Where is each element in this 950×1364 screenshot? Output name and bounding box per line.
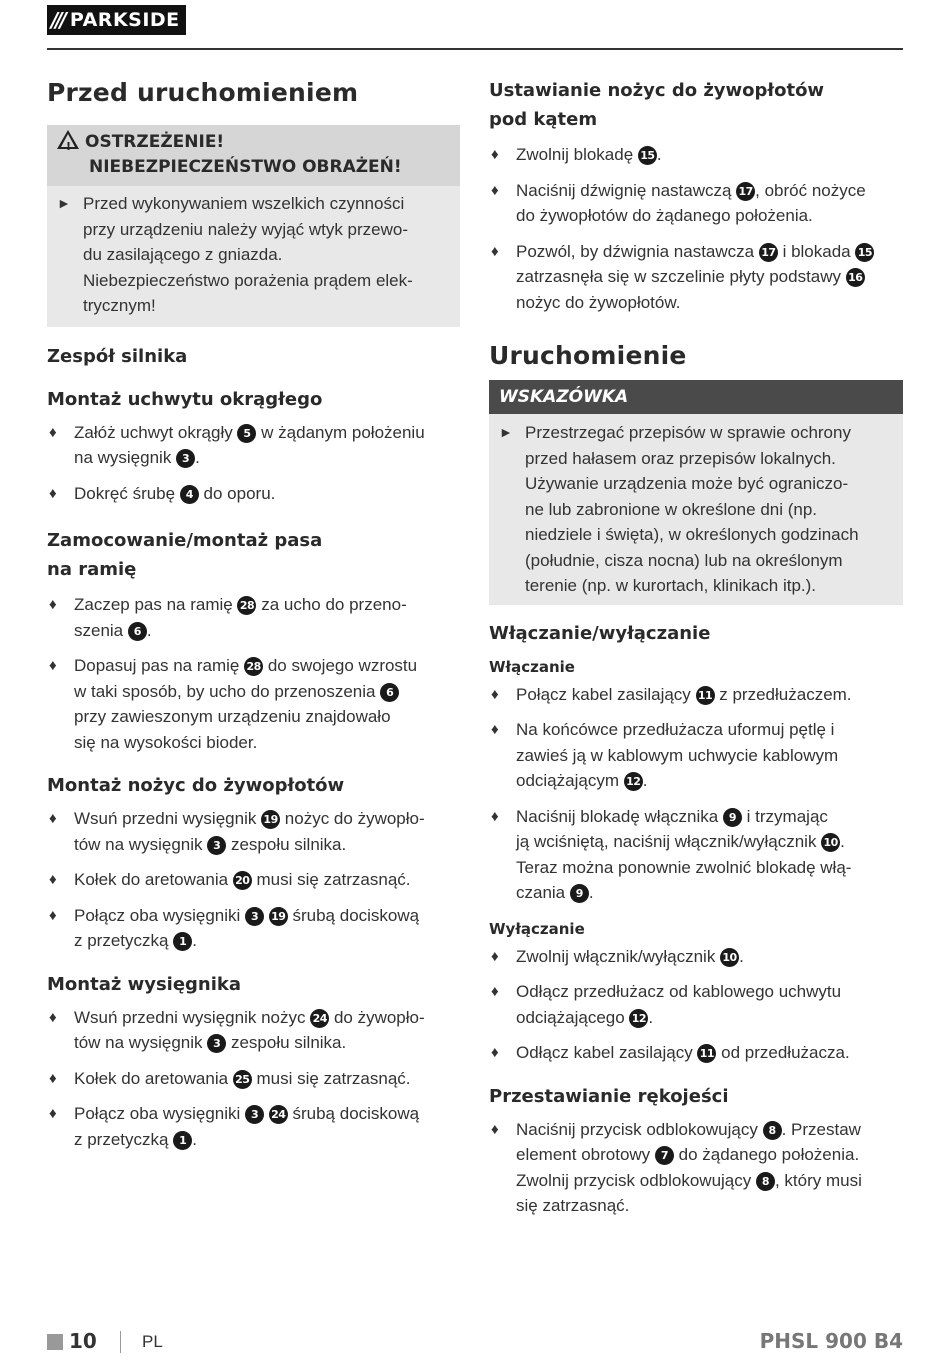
text: w taki sposób, by ucho do przenoszenia [74,681,381,701]
part-number: 1 [173,932,192,951]
part-number: 3 [176,449,195,468]
part-number: 8 [756,1172,775,1191]
text: się zatrzasnąć. [516,1196,630,1215]
right-column [489,76,903,1219]
text: nożyc do żywopło- [280,809,425,828]
section-title-start-up: Uruchomienie [489,341,687,370]
text: Teraz można ponownie zwolnić blokadę włą- [516,857,852,877]
text: . [840,832,845,851]
part-number: 3 [207,1034,226,1053]
warning-head [47,125,460,186]
text: Połącz oba wysięgniki [74,905,246,925]
bullet-icon: ♦ [491,242,499,260]
part-number: 3 [207,836,226,855]
page-header [47,5,903,50]
note-line: Używanie urządzenia może być ograniczo- [525,474,849,493]
list-item [47,867,460,893]
text: . [192,931,197,950]
logo-brand: PARKSIDE [69,9,180,31]
text: Kołek do aretowania [74,1068,233,1088]
list-item [489,239,903,316]
text: z przetyczką [74,1129,174,1149]
part-number: 28 [237,596,256,615]
note-line: Przestrzegać przepisów w sprawie ochrony [525,423,851,442]
part-number: 19 [269,907,288,926]
part-number: 15 [638,146,657,165]
text: tów na wysięgnik [74,834,208,854]
text: z przedłużaczem. [714,684,852,704]
text: element obrotowy [516,1145,655,1164]
text: do swojego wzrostu [263,656,418,675]
subheading-round-handle: Montaż uchwytu okrągłego [47,388,323,410]
note-line: ne lub zabronione w określone dni (np. [525,499,818,519]
warning-line: trycznym! [83,296,156,315]
text: Zwolnij blokadę [516,145,638,164]
list-item [489,717,903,794]
part-number: 10 [720,948,739,967]
text: na wysięgnik [74,448,177,467]
text: Zwolnij włącznik/wyłącznik [516,946,721,966]
subheading-line: na ramię [47,559,137,580]
warning-title-line1: OSTRZEŻENIE! [85,132,225,152]
note-text [499,420,891,599]
text: odciążającym [516,771,624,790]
text: i trzymając [741,806,828,826]
list-item [489,1040,903,1066]
note-line: (południe, cisza nocna) lub na określonym [525,550,843,570]
text: i blokada [777,241,856,261]
text: Załóż uchwyt okrągły [74,422,238,442]
text: do oporu. [198,483,276,503]
part-number: 8 [763,1121,782,1140]
subheading-line: Ustawianie nożyc do żywopłotów [489,80,825,101]
part-number: 7 [655,1146,674,1165]
list-item [47,592,460,643]
text: zespołu silnika. [226,834,347,854]
text: Wsuń przedni wysięgnik [74,809,262,828]
text: tów na wysięgnik [74,1033,208,1052]
text: do żywopło- [329,1007,425,1027]
text: do żądanego położenia. [673,1145,860,1164]
warning-line: przy urządzeniu należy wyjąć wtyk przewo- [83,219,409,239]
subheading-shoulder-strap [47,526,460,584]
bullet-icon: ♦ [491,1044,499,1061]
text: . [588,883,594,902]
subheading-angle [489,76,903,134]
part-number: 12 [629,1009,648,1028]
note-line: przed hałasem oraz przepisów lokalnych. [525,448,836,468]
bullet-icon: ♦ [49,423,57,441]
part-number: 24 [269,1105,288,1124]
note-head: WSKAZÓWKA [489,380,903,414]
text: nożyc do żywopłotów. [516,292,681,312]
arrow-icon: ► [57,195,71,211]
part-number: 6 [380,683,399,702]
text: musi się zatrzasnąć. [251,1068,411,1088]
bullet-icon: ♦ [491,146,499,163]
footer-square-icon [47,1334,63,1350]
text: Połącz oba wysięgniki [74,1104,246,1123]
list-item [489,682,903,708]
angle-steps [489,142,903,315]
text: Na końcówce przedłużacza uformuj pętlę i [516,720,835,739]
switching-off-steps [489,944,903,1066]
subheading-line: pod kątem [489,109,598,130]
bullet-icon: ♦ [491,807,499,825]
bullet-icon: ♦ [491,721,499,738]
warning-box [47,125,460,327]
warning-body [47,186,460,327]
text: Naciśnij dźwignię nastawczą [516,180,737,200]
text: , obróć nożyce [755,180,866,200]
logo-slashes: /// [51,8,64,32]
text: szenia [74,620,128,640]
subheading-boom: Montaż wysięgnika [47,973,242,995]
warning-line: Przed wykonywaniem wszelkich czynności [83,194,405,213]
bullet-icon: ♦ [491,685,499,703]
part-number: 16 [846,268,865,287]
text: . [192,1129,197,1149]
subheading-hedge-trimmer: Montaż nożyc do żywopłotów [47,775,345,796]
bullet-icon: ♦ [49,596,57,613]
part-number: 28 [244,657,263,676]
part-number: 24 [310,1009,329,1028]
round-handle-steps [47,420,460,507]
note-line: niedziele i święta), w określonych godzinach [525,525,859,544]
note-body [489,414,903,605]
warning-text [57,191,446,319]
part-number: 1 [173,1131,192,1150]
bullet-icon: ♦ [49,1069,57,1087]
text: . [656,145,662,164]
part-number: 11 [697,1044,716,1063]
subheading-switching-on: Włączanie [489,657,575,676]
text: . [739,946,744,966]
language-code: PL [142,1332,163,1351]
text: Połącz kabel zasilający [516,684,696,704]
bullet-icon: ♦ [49,1105,57,1122]
list-item [47,806,460,857]
text: ją wciśniętą, naciśnij włącznik/wyłącznik [516,832,822,851]
bullet-icon: ♦ [491,181,499,199]
bullet-icon: ♦ [49,657,57,674]
handle-steps [489,1117,903,1219]
subheading-line: Zamocowanie/montaż pasa [47,530,323,551]
list-item [47,481,460,507]
text: w żądanym położeniu [256,422,425,442]
part-number: 3 [245,907,264,926]
bullet-icon: ♦ [49,871,57,888]
text: . [642,771,648,790]
shoulder-strap-steps [47,592,460,755]
warning-line: du zasilającego z gniazda. [83,245,283,264]
text: śrubą dociskową [287,1104,420,1123]
text: zespołu silnika. [226,1033,347,1052]
part-number: 10 [821,833,840,852]
text: od przedłużacza. [716,1043,850,1062]
bullet-icon: ♦ [49,484,57,502]
part-number: 25 [233,1070,252,1089]
part-number: 9 [723,808,742,827]
text: Dopasuj pas na ramię [74,656,245,675]
subheading-motor-unit: Zespół silnika [47,345,188,367]
model-number: PHSL 900 B4 [759,1329,903,1353]
text: z przetyczką [74,931,174,950]
note-box [489,380,903,605]
text: Wsuń przedni wysięgnik nożyc [74,1007,311,1027]
text: . [146,620,152,640]
bullet-icon: ♦ [49,906,57,924]
note-line: terenie (np. w kurortach, klinikach itp.). [525,576,817,595]
bullet-icon: ♦ [49,810,57,827]
text: . Przestaw [781,1119,861,1139]
part-number: 4 [180,485,199,504]
bullet-icon: ♦ [491,1120,499,1138]
text: . [648,1007,654,1027]
footer-divider [120,1331,121,1353]
text: przy zawieszonym urządzeniu znajdowało [74,707,391,726]
text: się na wysokości bioder. [74,732,258,752]
part-number: 11 [696,686,715,705]
part-number: 9 [570,884,589,903]
part-number: 6 [128,622,147,641]
text: Naciśnij blokadę włącznika [516,806,723,826]
text: , który musi [774,1170,862,1190]
text: Odłącz przedłużacz od kablowego uchwytu [516,982,842,1001]
list-item [489,804,903,906]
switching-on-steps [489,682,903,906]
text: Naciśnij przycisk odblokowujący [516,1119,763,1139]
text: Kołek do aretowania [74,870,233,889]
page-footer [47,1328,903,1356]
text: czania [516,883,570,902]
warning-title-line2: NIEBEZPIECZEŃSTWO OBRAŻEŃ! [89,157,402,177]
text: odciążającego [516,1007,630,1027]
bullet-icon: ♦ [491,947,499,965]
part-number: 12 [624,772,643,791]
text: do żywopłotów do żądanego położenia. [516,206,813,225]
bullet-icon: ♦ [491,983,499,1000]
hedge-trimmer-steps [47,806,460,954]
subheading-handle: Przestawianie rękojeści [489,1085,729,1107]
list-item [489,944,903,970]
list-item [47,1101,460,1152]
text: . [195,448,200,467]
boom-steps [47,1005,460,1153]
text: Pozwól, by dźwignia nastawcza [516,241,759,261]
part-number: 17 [736,182,755,201]
list-item [47,1005,460,1056]
part-number: 15 [855,243,874,262]
text: śrubą dociskową [287,905,420,925]
part-number: 19 [261,810,280,829]
list-item [489,142,903,168]
list-item [47,1066,460,1092]
text: zatrzasnęła się w szczelinie płyty podstawy [516,267,846,286]
arrow-icon: ► [499,424,513,440]
list-item [489,178,903,229]
text: Dokręć śrubę [74,483,180,503]
list-item [47,903,460,954]
part-number: 20 [233,871,252,890]
text: Zwolnij przycisk odblokowujący [516,1170,756,1190]
text: Zaczep pas na ramię [74,595,238,614]
page-number: 10 [69,1329,97,1353]
text: musi się zatrzasnąć. [251,870,411,889]
parkside-logo [47,5,186,35]
section-title-before-start: Przed uruchomieniem [47,78,359,107]
left-column [47,70,460,1152]
warning-line: Niebezpieczeństwo porażenia prądem elek- [83,270,413,290]
part-number: 3 [245,1105,264,1124]
list-item [47,653,460,755]
bullet-icon: ♦ [49,1008,57,1026]
part-number: 17 [759,243,778,262]
list-item [489,1117,903,1219]
part-number: 5 [237,424,256,443]
text: za ucho do przeno- [256,595,407,614]
text: zawieś ją w kablowym uchwycie kablowym [516,745,839,765]
list-item [47,420,460,471]
warning-triangle-icon [57,130,79,149]
list-item [489,979,903,1030]
subheading-on-off: Włączanie/wyłączanie [489,622,711,644]
subheading-switching-off: Wyłączanie [489,919,585,938]
text: Odłącz kabel zasilający [516,1043,698,1062]
